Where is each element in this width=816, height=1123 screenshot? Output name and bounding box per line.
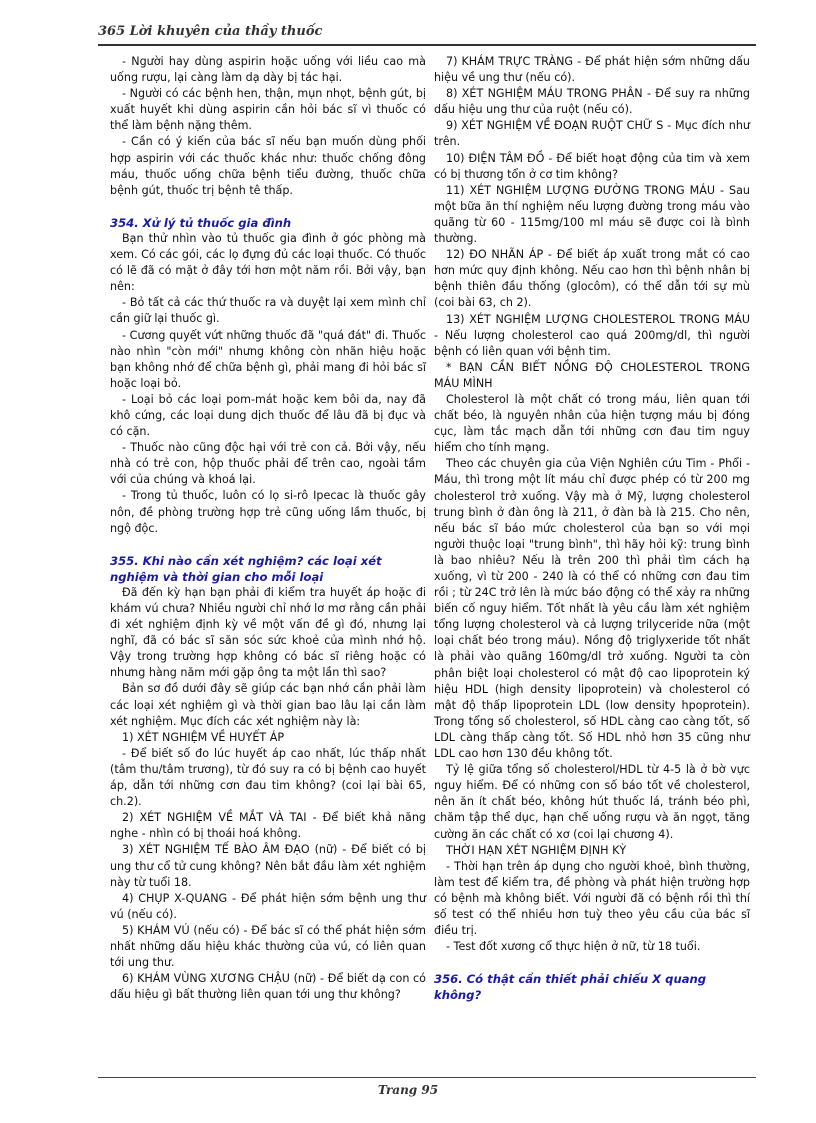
section-heading-356: 356. Có thật cần thiết phải chiếu X quang không? bbox=[434, 972, 707, 1003]
right-column bbox=[434, 54, 750, 1003]
section-heading-354: 354. Xử lý tủ thuốc gia đình bbox=[110, 215, 292, 230]
section-heading-355: 355. Khi nào cần xét nghiệm? các loại xét nghiệm và thời gian cho mỗi loại bbox=[110, 553, 382, 584]
paragraph: - Người hay dùng aspirin hoặc uống với liều cao mà uống rượu, lại càng làm dạ dày bị tác hại. bbox=[110, 55, 426, 85]
paragraph: - Cần có ý kiến của bác sĩ nếu bạn muốn dùng phối hợp aspirin với các thuốc khác như: thuốc chống đông máu, thuốc uống chữa bệnh tiểu đường, thuốc chữa bệnh gút, thuốc trị bệnh tê thấp. bbox=[110, 135, 426, 197]
list-item: 12) ĐO NHÃN ÁP - Để biết áp xuất trong mắt có cao hơn mức quy định không. Nếu cao hơn thì bệnh nhân bị bệnh thiên đầu thống (glocôm), có thể dẫn tới sự mù (coi bài 63, ch 2). bbox=[434, 248, 750, 310]
list-item: 3) XÉT NGHIỆM TẾ BÀO ÂM ĐẠO (nữ) - Để biết có bị ung thư cổ tử cung không? Nên bắt đầu làm xét nghiệm này từ tuổi 18. bbox=[110, 843, 426, 889]
paragraph: - Thuốc nào cũng độc hại với trẻ con cả. Bởi vậy, nếu nhà có trẻ con, hộp thuốc phải để trên cao, ngoài tầm với của chúng và khoá lại. bbox=[110, 441, 426, 487]
footer-rule bbox=[98, 1077, 756, 1078]
spacer bbox=[110, 199, 426, 215]
list-item: 2) XÉT NGHIỆM VỀ MẮT VÀ TAI - Để biết khả năng nghe - nhìn có bị thoái hoá không. bbox=[110, 811, 426, 841]
paragraph: Cholesterol là một chất có trong máu, liên quan tới chất béo, là nguyên nhân của hiện tượng máu bị đóng cục, làm tắc mạch dẫn tới những cơn đau tim nguy hiểm cho tính mạng. bbox=[434, 392, 750, 455]
list-item: 7) KHÁM TRỰC TRÀNG - Để phát hiện sớm những dấu hiệu về ung thư (nếu có). bbox=[434, 55, 750, 85]
list-item: 10) ĐIỆN TÂM ĐỒ - Để biết hoạt động của tim và xem có bị thương tổn ở cơ tim không? bbox=[434, 151, 750, 181]
list-item: 9) XÉT NGHIỆM VỀ ĐOẠN RUỘT CHỮ S - Mục đích như trên. bbox=[434, 119, 750, 149]
running-header: 365 Lời khuyên của thầy thuốc bbox=[98, 24, 323, 39]
list-item: 13) XÉT NGHIỆM LƯỢNG CHOLESTEROL TRONG MÁU - Nếu lượng cholesterol cao quá 200mg/dl, thì người bệnh có liên quan với bệnh tim. bbox=[434, 312, 750, 358]
list-item: 6) KHÁM VÙNG XƯƠNG CHẬU (nữ) - Để biết dạ con có dấu hiệu gì bất thường liên quan tới ung thư không? bbox=[110, 972, 426, 1002]
header-rule bbox=[98, 44, 756, 46]
list-item: 8) XÉT NGHIỆM MÁU TRONG PHÂN - Để suy ra những dấu hiệu ung thư của ruột (nếu có). bbox=[434, 87, 750, 117]
subheading: * BẠN CẦN BIẾT NỒNG ĐỘ CHOLESTEROL TRONG MÁU MÌNH bbox=[434, 360, 750, 390]
paragraph: Bản sơ đồ dưới đây sẽ giúp các bạn nhớ cần phải làm các loại xét nghiệm gì và thời gian bao lâu lại cần làm xét nghiệm. Mục đích các xét nghiệm này là: bbox=[110, 682, 426, 728]
spacer bbox=[434, 955, 750, 971]
paragraph: - Trong tủ thuốc, luôn có lọ si-rô Ipecac là thuốc gây nôn, đề phòng trường hợp trẻ cũng uống lầm thuốc, bị ngộ độc. bbox=[110, 489, 426, 535]
paragraph: - Thời hạn trên áp dụng cho người khoẻ, bình thường, làm test để kiểm tra, đề phòng và phát hiện trường hợp có bệnh mà không biết. Với người đã có bệnh rồi thì thí số test có thể nhiều hơn tuỳ theo yêu cầu của bác sĩ điều trị. bbox=[434, 859, 750, 938]
subheading: THỜI HẠN XÉT NGHIỆM ĐỊNH KỲ bbox=[446, 843, 627, 857]
spacer bbox=[110, 537, 426, 553]
paragraph: - Cương quyết vứt những thuốc đã "quá đát" đi. Thuốc nào nhìn "còn mới" nhưng không còn nhãn hiệu hoặc bạn không nhớ để chữa bệnh gì, phải mang đi hỏi bác sĩ hoặc loại bỏ. bbox=[110, 328, 426, 390]
page-number: Trang 95 bbox=[377, 1083, 439, 1097]
left-column bbox=[110, 54, 426, 1003]
paragraph: Tỷ lệ giữa tổng số cholesterol/HDL từ 4-5 là ở bờ vực nguy hiểm. Để có những con số báo tốt về cholesterol, nên ăn ít chất béo, không hút thuốc lá, tránh béo phì, chăm tập thể dục, hạn chế uống rượu và ăn ngọt, tăng cường ăn các chất có xơ (coi lại chương 4). bbox=[434, 763, 750, 841]
paragraph: Theo các chuyên gia của Viện Nghiên cứu Tim - Phổi - Máu, thì trong một lít máu chỉ được phép có từ 200 mg cholesterol trở xuống. Vậy mà ở Mỹ, lượng cholesterol trung bình ở đàn ông là 211, ở đàn bà là 215. Cho nên, nếu bác sĩ báo mức cholesterol của bạn so với mọi người thuộc loại "trung bình", thì hãy hỏi kỹ: trung bình là bao nhiêu? Nếu là trên 200 thì phải tìm cách hạ xuống, vì từ 200 - 240 là có thể có những cơn đau tim rồi ; từ 24C trở lên là mức báo động có thể xảy ra những biến cố nguy hiểm. Tốt nhất là yêu cầu làm xét nghiệm tổng lượng cholesterol và cả lượng trilyceride nữa (một loại chất béo trong máu). Nồng độ triglyxeride tốt nhất là phải vào quãng 160mg/dl trở xuống. Người ta còn phân biệt loại cholesterol có mật độ cao lipoprotein ký hiệu HDL (high density lipoprotein) và cholesterol có mật độ thấp lipoprotein LDL (low density hpoprotein). Trong tổng số cholesterol, số HDL càng cao càng tốt, số LDL càng thấp càng tốt. Số HDL nhỏ hơn 35 cũng như LDL cao hơn 130 đều không tốt. bbox=[434, 457, 750, 761]
paragraph: - Loại bỏ các loại pom-mát hoặc kem bôi da, nay đã khô cứng, các loại dung dịch thuốc để lâu đã bị đục và có cặn. bbox=[110, 392, 426, 439]
paragraph: - Người có các bệnh hen, thận, mụn nhọt, bệnh gút, bị xuất huyết khi dùng aspirin cần hỏi bác sĩ vì thuốc có thể làm bệnh nặng thêm. bbox=[110, 87, 426, 133]
paragraph: - Bỏ tất cả các thứ thuốc ra và duyệt lại xem mình chỉ cần giữ lại thuốc gì. bbox=[110, 296, 426, 326]
list-item: 4) CHỤP X-QUANG - Để phát hiện sớm bệnh ung thư vú (nếu có). bbox=[110, 891, 426, 921]
paragraph: - Test đốt xương cổ thực hiện ở nữ, từ 18 tuổi. bbox=[446, 940, 701, 954]
paragraph: Đã đến kỳ hạn bạn phải đi kiểm tra huyết áp hoặc đi khám vú chưa? Nhiều người chỉ nhớ lơ mơ rằng cần phải đi xét nghiệm định kỳ về một vấn đề gì đó, nhưng lại nghĩ, đã có bác sĩ săn sóc sức khoẻ của mình nhớ hộ. Vậy trong trường hợp không có bác sĩ riêng hoặc có nhưng hàng năm mới gặp ông ta một lần thì sao? bbox=[110, 585, 426, 680]
list-item: 1) XÉT NGHIỆM VỀ HUYẾT ÁP bbox=[122, 730, 285, 744]
paragraph: - Để biết số đo lúc huyết áp cao nhất, lúc thấp nhất (tâm thu/tâm trương), từ đó suy ra có bị bệnh cao huyết áp, dẫn tới những cơn đau tim không? (coi lại bài 65, ch.2). bbox=[110, 746, 426, 809]
paragraph: Bạn thử nhìn vào tủ thuốc gia đình ở góc phòng mà xem. Có các gói, các lọ đựng đủ các loại thuốc. Có thuốc có lẽ đã có mặt ở đây tới hơn một năm rồi. Bởi vậy, bạn nên: bbox=[110, 231, 426, 294]
list-item: 5) KHÁM VÚ (nếu có) - Để bác sĩ có thể phát hiện sớm nhất những dấu hiệu khác thường của vú, có liên quan tới ung thư. bbox=[110, 923, 426, 970]
list-item: 11) XÉT NGHIỆM LƯỢNG ĐƯỜNG TRONG MÁU - Sau một bữa ăn thí nghiệm nếu lượng đường trong máu vào quãng từ 60 - 115mg/100 ml máu sẽ được coi là bình thường. bbox=[434, 183, 750, 246]
